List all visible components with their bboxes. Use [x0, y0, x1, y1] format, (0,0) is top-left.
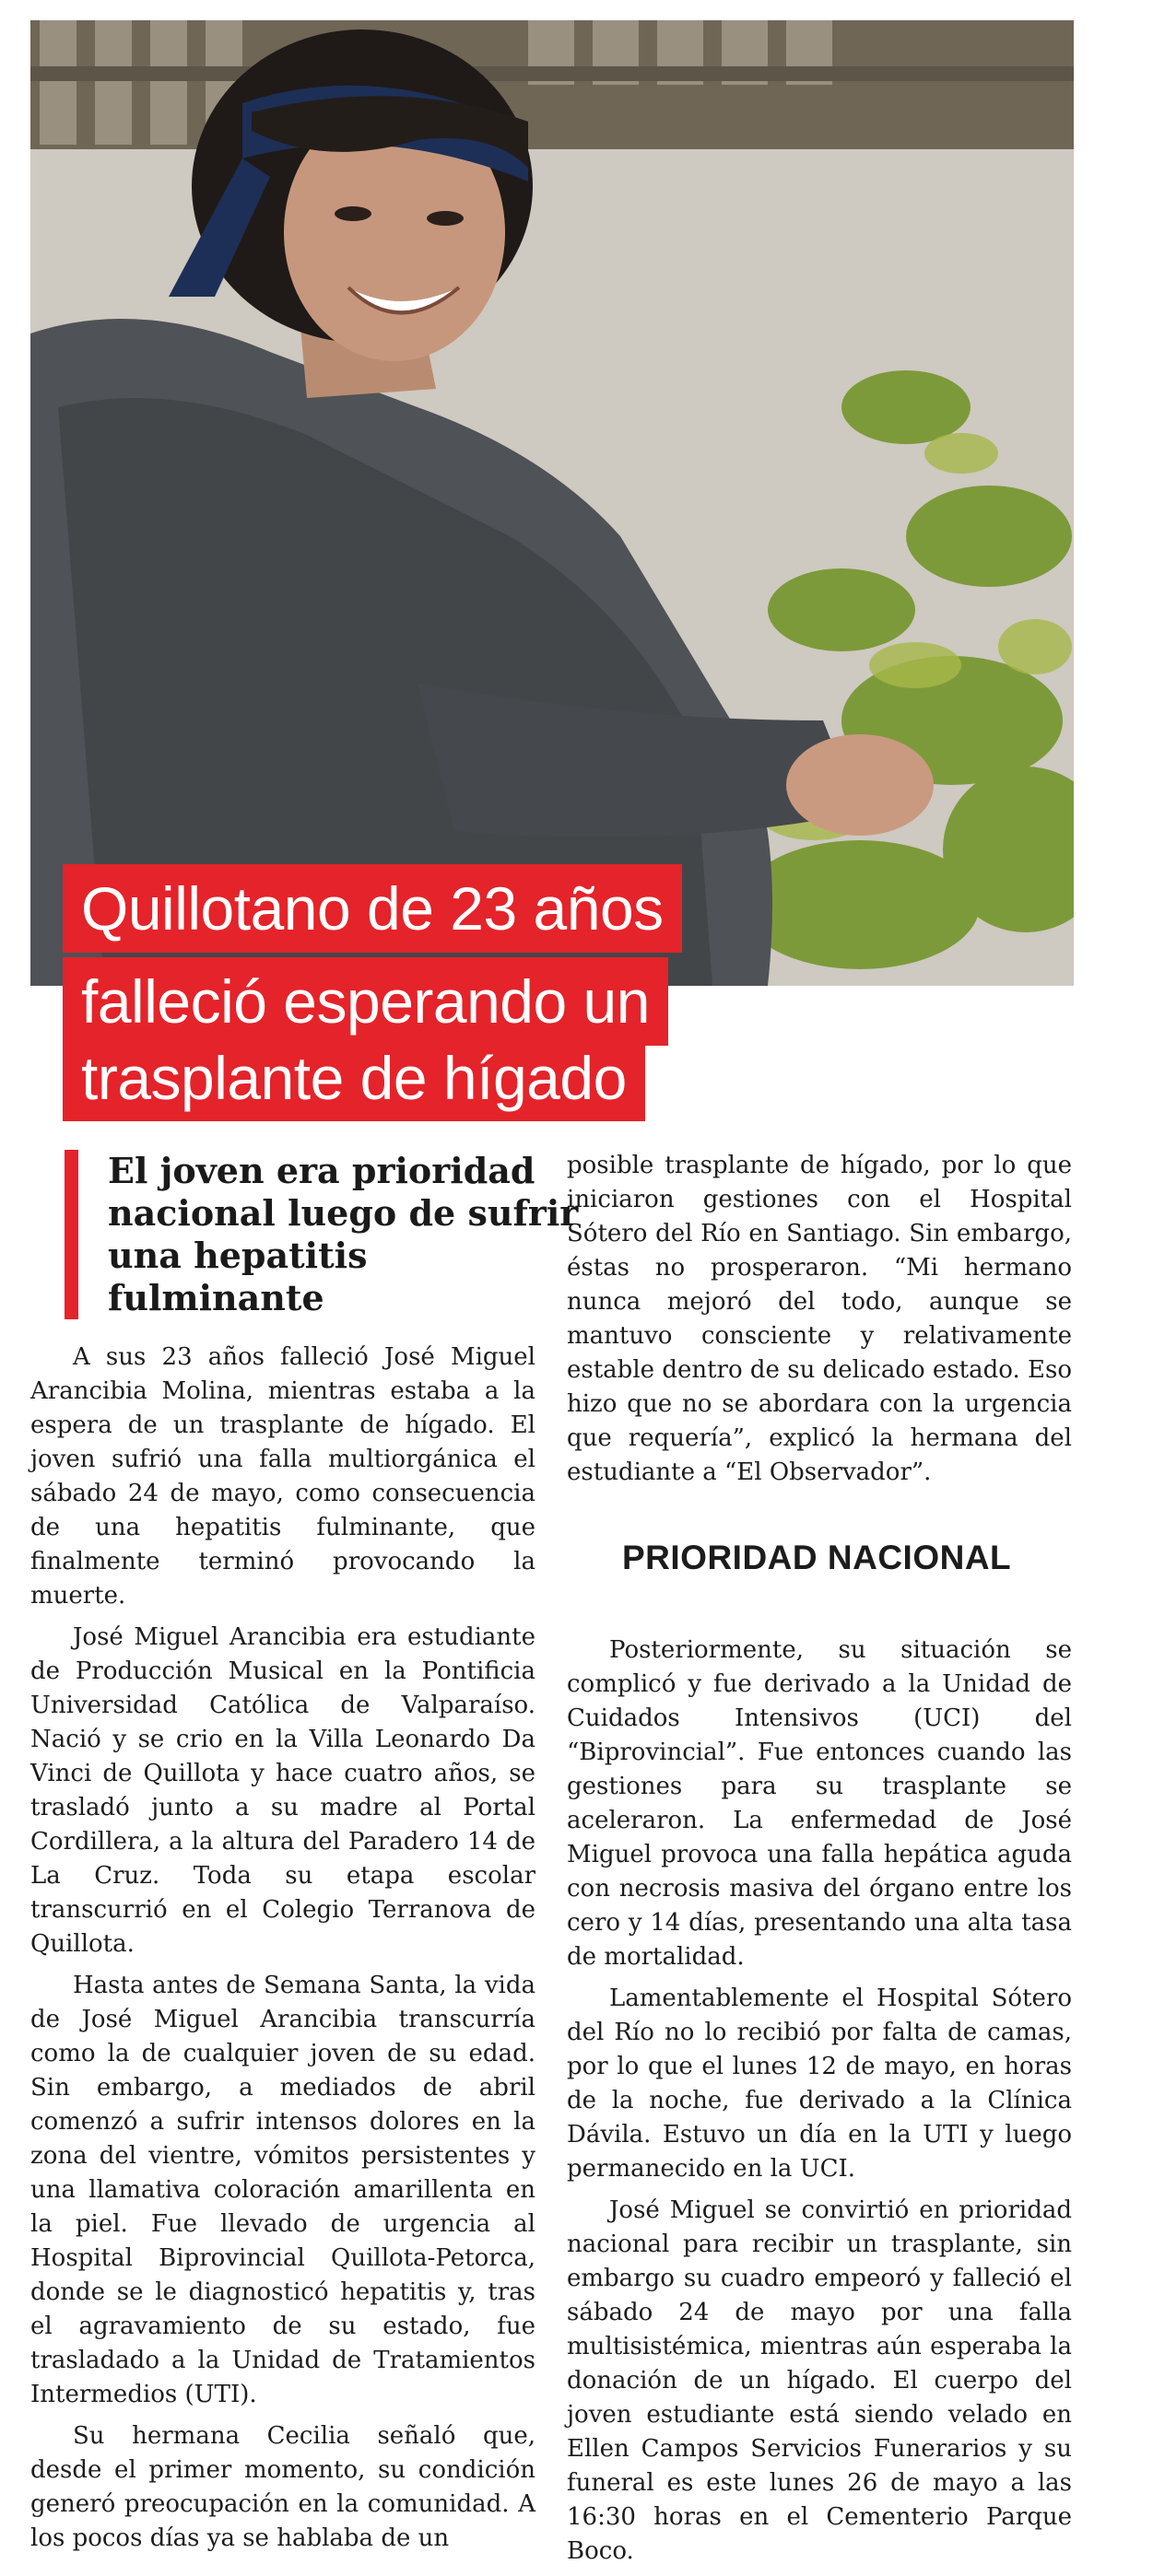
paragraph: Lamentablemente el Hospital Sótero del Río no lo recibió por falta de camas, por lo que el lunes 12 de mayo, en horas de la noche, fue derivado a la Clínica Dávila. Estuvo un día en la UTI y luego permanecido en la UCI.	[567, 1985, 1072, 2183]
paragraph-continuation: posible trasplante de hígado, por lo que iniciaron gestiones con el Hospital Sótero del Río en Santiago. Sin embargo, éstas no prosperaron. “Mi hermano nunca mejoró del todo, aunque se mantuvo consciente y relativamente estable dentro de su delicado estado. Eso hizo que no se abordara con la urgencia que requería”, explicó la hermana del estudiante a “El Observador”.	[567, 1152, 1072, 1486]
paragraph: José Miguel se convirtió en prioridad nacional para recibir un trasplante, sin embargo su cuadro empeoró y falleció el sábado 24 de mayo por una falla multisistémica, mientras aún esperaba la donación de un hígado. El cuerpo del joven estudiante está siendo velado en Ellen Campos Servicios Funerarios y su funeral es este lunes 26 de mayo a las 16:30 horas en el Cementerio Parque Boco.	[567, 2196, 1072, 2565]
article-column-right	[567, 1149, 1072, 2576]
headline-line-3: trasplante de hígado	[63, 1036, 645, 1121]
article-photo	[30, 20, 1074, 986]
article-column-left	[30, 1341, 535, 2563]
paragraph: Su hermana Cecilia señaló que, desde el primer momento, su condición generó preocupación en la comunidad. A los pocos días ya se hablaba de un	[30, 2422, 535, 2552]
paragraph: José Miguel Arancibia era estudiante de Producción Musical en la Pontificia Universidad Católica de Valparaíso. Nació y se crio en la Villa Leonardo Da Vinci de Quillota y hace cuatro años, se trasladó junto a su madre al Portal Cordillera, a la altura del Paradero 14 de La Cruz. Toda su etapa escolar transcurrió en el Colegio Terranova de Quillota.	[30, 1623, 535, 1958]
paragraph: A sus 23 años falleció José Miguel Arancibia Molina, mientras estaba a la espera de un trasplante de hígado. El joven sufrió una falla multiorgánica el sábado 24 de mayo, como consecuencia de una hepatitis fulminante, que finalmente terminó provocando la muerte.	[30, 1343, 535, 1610]
paragraph: Posteriormente, su situación se complicó y fue derivado a la Unidad de Cuidados Intensivos (UCI) del “Biprovincial”. Fue entonces cuando las gestiones para su trasplante se aceleraron. La enfermedad de José Miguel provoca una falla hepática aguda con necrosis masiva del órgano entre los cero y 14 días, presentando una alta tasa de mortalidad.	[567, 1636, 1072, 1971]
paragraph: Hasta antes de Semana Santa, la vida de José Miguel Arancibia transcurría como la de cualquier joven de su edad. Sin embargo, a mediados de abril comenzó a sufrir intensos dolores en la zona del vientre, vómitos persistentes y una llamativa coloración amarillenta en la piel. Fue llevado de urgencia al Hospital Biprovincial Quillota-Petorca, donde se le diagnosticó hepatitis y, tras el agravamiento de su estado, fue trasladado a la Unidad de Tratamientos Intermedios (UTI).	[30, 1972, 535, 2408]
headline-line-2: falleció esperando un	[63, 957, 668, 1046]
section-heading: PRIORIDAD NACIONAL	[622, 1539, 1012, 1576]
headline-line-1: Quillotano de 23 años	[63, 864, 682, 953]
subheadline: El joven era prioridad nacional luego de sufrir una hepatitis fulminante	[65, 1150, 587, 1319]
